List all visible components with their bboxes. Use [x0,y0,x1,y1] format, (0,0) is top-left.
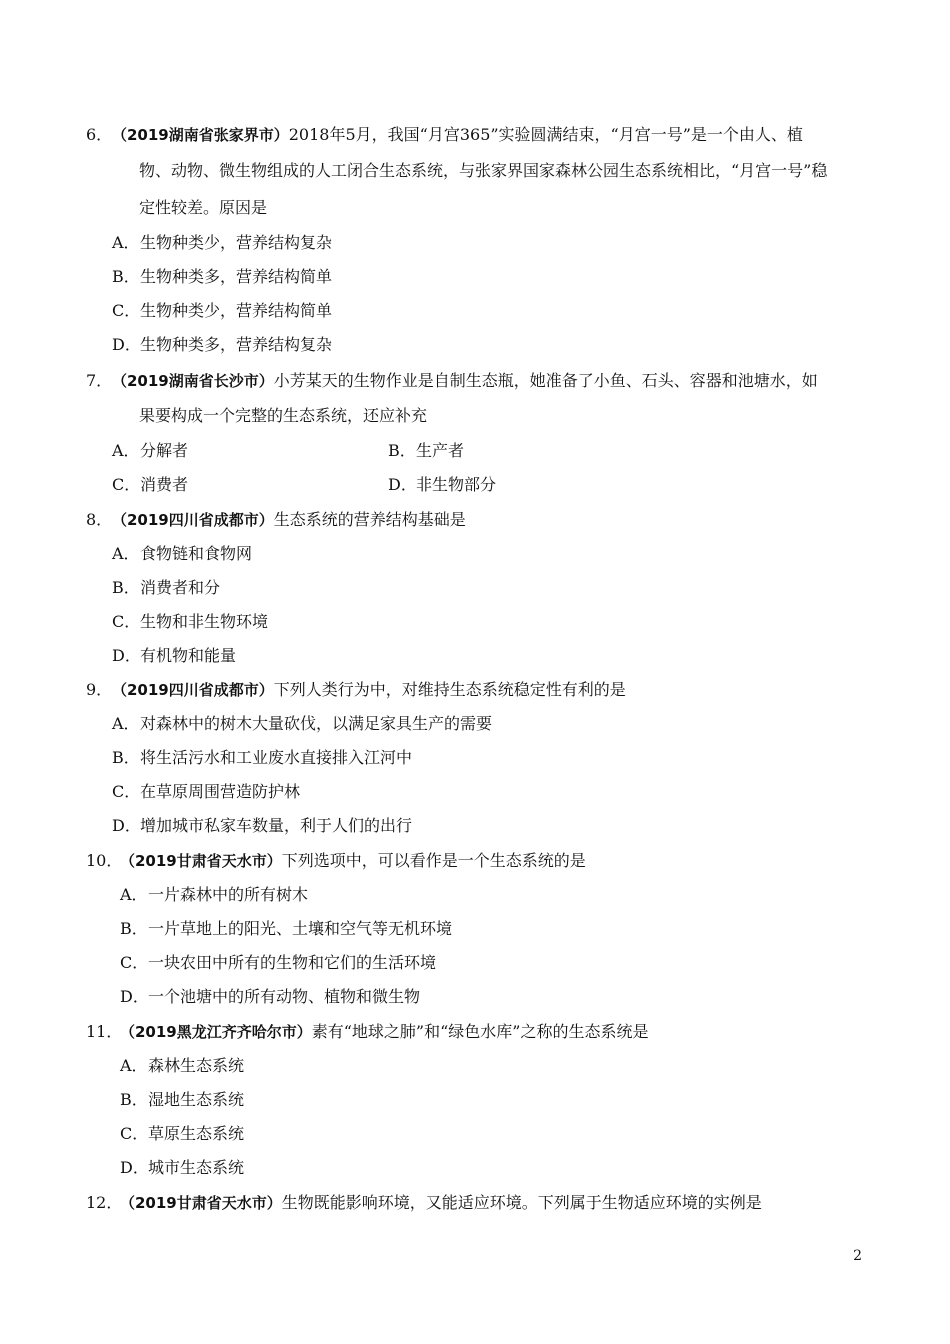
question-text: 素有“地球之肺”和“绿色水库”之称的生态系统是 [311,1022,649,1041]
option-c[interactable] [112,294,866,328]
option-letter: B． [388,441,416,460]
option-text: 一块农田中所有的生物和它们的生活环境 [148,953,437,972]
option-letter: C． [112,475,141,494]
option-letter: D． [120,1158,149,1177]
question-number: 11． [86,1022,123,1041]
option-c[interactable] [112,605,866,639]
question-stem [86,503,866,537]
option-letter: C． [112,782,141,801]
option-letter: B． [112,267,140,286]
question-source: （2019湖南省长沙市） [112,372,274,390]
option-text: 生物种类少，营养结构复杂 [140,233,333,252]
question-text-continued: 定性较差。原因是 [139,198,268,217]
question-number: 8． [86,510,113,529]
question-stem [86,364,866,398]
question-source: （2019湖南省张家界市） [112,126,289,144]
option-text: 生物种类多，营养结构复杂 [140,335,333,354]
question-10 [86,844,866,1014]
question-text: 生物既能影响环境，又能适应环境。下列属于生物适应环境的实例是 [281,1193,762,1212]
option-letter: C． [112,612,141,631]
option-b[interactable] [112,571,866,605]
option-text: 消费者 [140,475,189,494]
option-a[interactable] [112,537,866,571]
option-text: 消费者和分 [140,578,221,597]
option-letter: A． [120,1056,148,1075]
option-letter: B． [120,919,148,938]
option-b[interactable] [112,741,866,775]
option-c[interactable] [120,946,866,980]
option-a[interactable] [120,878,866,912]
question-number: 12． [86,1193,123,1212]
question-source: （2019甘肃省天水市） [120,852,282,870]
option-d[interactable] [120,1151,866,1185]
option-text: 城市生态系统 [148,1158,245,1177]
option-text: 草原生态系统 [148,1124,245,1143]
question-text-continued: 物、动物、微生物组成的人工闭合生态系统，与张家界国家森林公园生态系统相比，“月宫一号”稳 [139,161,828,180]
question-source: （2019四川省成都市） [112,681,274,699]
option-b[interactable] [112,260,866,294]
option-text: 森林生态系统 [148,1056,245,1075]
option-d[interactable] [112,809,866,843]
option-b[interactable] [120,1083,866,1117]
option-b[interactable] [120,912,866,946]
option-a[interactable] [112,226,866,260]
option-c[interactable] [112,475,188,494]
option-letter: D． [120,987,149,1006]
option-text: 分解者 [140,441,189,460]
option-d[interactable] [112,639,866,673]
question-number: 9． [86,680,113,699]
question-7 [86,364,866,502]
option-text: 对森林中的树木大量砍伐，以满足家具生产的需要 [140,714,493,733]
question-stem [86,673,866,707]
option-text: 湿地生态系统 [148,1090,245,1109]
option-text: 将生活污水和工业废水直接排入江河中 [140,748,413,767]
option-letter: A． [112,441,140,460]
option-letter: C． [120,953,149,972]
option-a[interactable] [112,441,188,460]
option-text: 一片草地上的阳光、土壤和空气等无机环境 [148,919,453,938]
option-text: 食物链和食物网 [140,544,253,563]
option-letter: C． [112,301,141,320]
option-a[interactable] [112,707,866,741]
option-letter: A． [112,544,140,563]
question-text: 下列选项中，可以看作是一个生态系统的是 [281,851,586,870]
question-source: （2019四川省成都市） [112,511,274,529]
option-letter: D． [112,646,141,665]
question-stem [86,844,866,878]
option-text: 生产者 [416,441,465,460]
question-source: （2019黑龙江齐齐哈尔市） [120,1023,312,1041]
option-letter: A． [112,714,140,733]
option-c[interactable] [120,1117,866,1151]
option-d[interactable] [120,980,866,1014]
question-12 [86,1186,866,1220]
question-text: 2018年5月，我国“月宫365”实验圆满结束，“月宫一号”是一个由人、植 [288,125,803,144]
question-8 [86,503,866,673]
question-text: 下列人类行为中，对维持生态系统稳定性有利的是 [273,680,626,699]
option-text: 有机物和能量 [140,646,237,665]
option-row [112,468,866,502]
option-d[interactable] [112,328,866,362]
option-text: 在草原周围营造防护林 [140,782,301,801]
option-text: 生物种类多，营养结构简单 [140,267,333,286]
question-number: 10． [86,851,123,870]
question-source: （2019甘肃省天水市） [120,1194,282,1212]
question-number: 7． [86,371,113,390]
option-letter: D． [112,816,141,835]
question-text: 生态系统的营养结构基础是 [273,510,466,529]
option-letter: B． [120,1090,148,1109]
option-text: 增加城市私家车数量，利于人们的出行 [140,816,413,835]
option-text: 生物和非生物环境 [140,612,269,631]
option-b[interactable] [388,434,464,468]
option-letter: C． [120,1124,149,1143]
question-text: 小芳某天的生物作业是自制生态瓶，她准备了小鱼、石头、容器和池塘水，如 [273,371,818,390]
option-letter: B． [112,748,140,767]
option-letter: A． [112,233,140,252]
page-number: 2 [853,1248,862,1264]
option-a[interactable] [120,1049,866,1083]
question-stem [86,1186,866,1220]
option-letter: D． [388,475,417,494]
option-row [112,434,866,468]
question-stem [86,118,866,152]
question-stem [86,1015,866,1049]
question-6 [86,118,866,362]
option-text: 一片森林中的所有树木 [148,885,309,904]
option-d[interactable] [388,468,496,502]
option-text: 非生物部分 [416,475,497,494]
option-c[interactable] [112,775,866,809]
option-letter: A． [120,885,148,904]
question-9 [86,673,866,843]
option-letter: D． [112,335,141,354]
option-text: 一个池塘中的所有动物、植物和微生物 [148,987,421,1006]
question-11 [86,1015,866,1185]
question-text-continued: 果要构成一个完整的生态系统，还应补充 [139,406,428,425]
question-number: 6． [86,125,113,144]
option-letter: B． [112,578,140,597]
option-text: 生物种类少，营养结构简单 [140,301,333,320]
